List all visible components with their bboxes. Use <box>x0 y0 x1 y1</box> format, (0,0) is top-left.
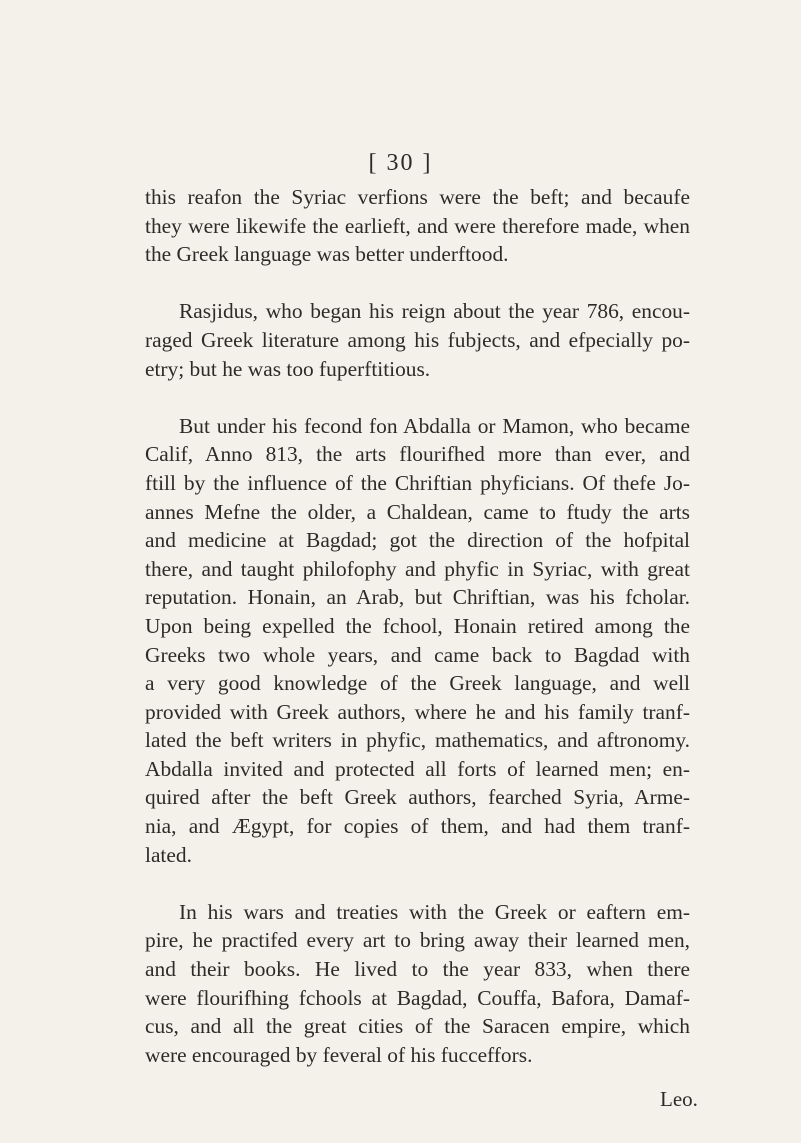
text-line: pire, he practifed every art to bring away their learned men, <box>145 928 690 953</box>
paragraph-3 <box>145 412 690 870</box>
text-line: lated. <box>145 842 192 867</box>
page-number: [ 30 ] <box>368 150 433 176</box>
paragraph-1 <box>145 183 690 269</box>
text-line: this reafon the Syriac verfions were the beft; and becaufe <box>145 185 690 209</box>
text-line: they were likewife the earlieft, and were therefore made, when <box>145 213 690 238</box>
body-text <box>145 183 690 1069</box>
text-line: a very good knowledge of the Greek language, and well <box>145 671 690 696</box>
text-line: etry; but he was too fuperftitious. <box>145 356 431 381</box>
text-line: provided with Greek authors, where he and his family tranf- <box>145 699 690 724</box>
text-line: Upon being expelled the fchool, Honain retired among the <box>145 613 690 638</box>
text-line: quired after the beft Greek authors, fearched Syria, Arme- <box>145 785 690 810</box>
text-line: there, and taught philofophy and phyfic in Syriac, with great <box>145 556 690 581</box>
text-line: were flourifhing fchools at Bagdad, Couffa, Bafora, Damaf- <box>145 985 690 1010</box>
text-line: raged Greek literature among his fubjects, and efpecially po- <box>145 327 690 352</box>
text-line: Greeks two whole years, and came back to Bagdad with <box>145 642 690 667</box>
paragraph-4 <box>145 898 690 1070</box>
paragraph-2 <box>145 297 690 383</box>
text-line: the Greek language was better underftood. <box>145 242 509 267</box>
text-line: Calif, Anno 813, the arts flourifhed more than ever, and <box>145 442 690 467</box>
text-line: nia, and Ægypt, for copies of them, and had them tranf- <box>145 814 690 839</box>
text-line: and their books. He lived to the year 833, when there <box>145 957 690 982</box>
text-line: In his wars and treaties with the Greek or eaftern em- <box>179 899 690 924</box>
text-line: Rasjidus, who began his reign about the year 786, encou- <box>179 299 690 324</box>
text-line: ftill by the influence of the Chriftian phyficians. Of thefe Jo- <box>145 470 690 495</box>
text-line: cus, and all the great cities of the Saracen empire, which <box>145 1014 690 1039</box>
catchword: Leo. <box>660 1087 698 1111</box>
text-line: and medicine at Bagdad; got the direction of the hofpital <box>145 528 690 553</box>
text-line: were encouraged by feveral of his fucceffors. <box>145 1042 533 1067</box>
text-line: reputation. Honain, an Arab, but Chriftian, was his fcholar. <box>145 585 690 610</box>
text-line: But under his fecond fon Abdalla or Mamon, who became <box>179 413 690 438</box>
text-line: Abdalla invited and protected all forts of learned men; en- <box>145 756 690 781</box>
text-line: lated the beft writers in phyfic, mathematics, and aftronomy. <box>145 728 690 753</box>
text-line: annes Mefne the older, a Chaldean, came to ftudy the arts <box>145 499 690 524</box>
